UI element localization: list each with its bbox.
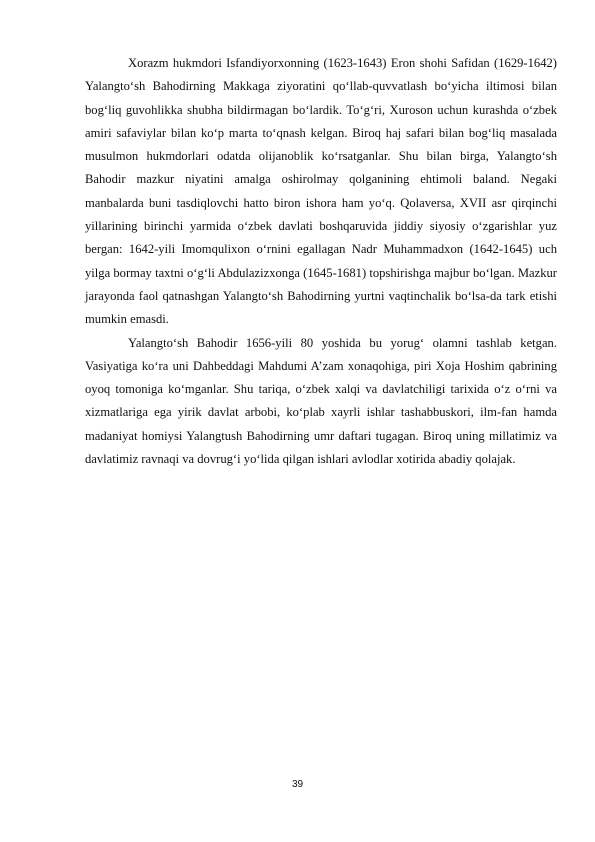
paragraph: Xorazm hukmdori Isfandiyorxonning (1623-1643) Eron shohi Safidan (1629-1642) Yalangto‘sh Bahodirning Makkaga ziyoratini qo‘llab-quvvatlash bo‘yicha iltimosi bilan bog‘liq guvohlikka shubha bildirmagan bo‘lardik. To‘g‘ri, Xuroson uchun kurashda o‘zbek amiri safaviylar bilan ko‘p marta to‘qnash kelgan. Biroq haj safari bilan bog‘liq masalada musulmon hukmdorlari odatda olijanoblik ko‘rsatganlar. Shu bilan birga, Yalangto‘sh Bahodir mazkur niyatini amalga oshirolmay qolganining ehtimoli baland. Negaki manbalarda buni tasdiqlovchi hatto biron ishora ham yo‘q. Qolaversa, XVII asr qirqinchi yillarining birinchi yarmida o‘zbek davlati boshqaruvida jiddiy siyosiy o‘zgarishlar yuz bergan: 1642-yili Imomqulixon o‘rnini egallagan Nadr Muhammadxon (1642-1645) uch yilga bormay taxtni o‘g‘li Abdulazizxonga (1645-1681) topshirishga majbur bo‘lgan. Mazkur jarayonda faol qatnashgan Yalangto‘sh Bahodirning yurtni vaqtinchalik bo‘lsa-da tark etishi mumkin emasdi. [85, 56, 557, 327]
page-number: 39 [291, 779, 304, 790]
paragraph: Yalangto‘sh Bahodir 1656-yili 80 yoshida bu yorug‘ olamni tashlab ketgan. Vasiyatiga ko‘ra uni Dahbeddagi Mahdumi A’zam xonaqohiga, piri Xoja Hoshim qabrining oyoq tomoniga ko‘mganlar. Shu tariqa, o‘zbek xalqi va davlatchiligi tarixida o‘z o‘rni va xizmatlariga ega yirik davlat arbobi, ko‘plab xayrli ishlar tashabbuskori, ilm-fan hamda madaniyat homiysi Yalangtush Bahodirning umr daftari tugagan. Biroq uning millatimiz va davlatimiz ravnaqi va dovrug‘i yo‘lida qilgan ishlari avlodlar xotirida abadiy qolajak. [85, 335, 557, 467]
body-text [85, 52, 557, 471]
